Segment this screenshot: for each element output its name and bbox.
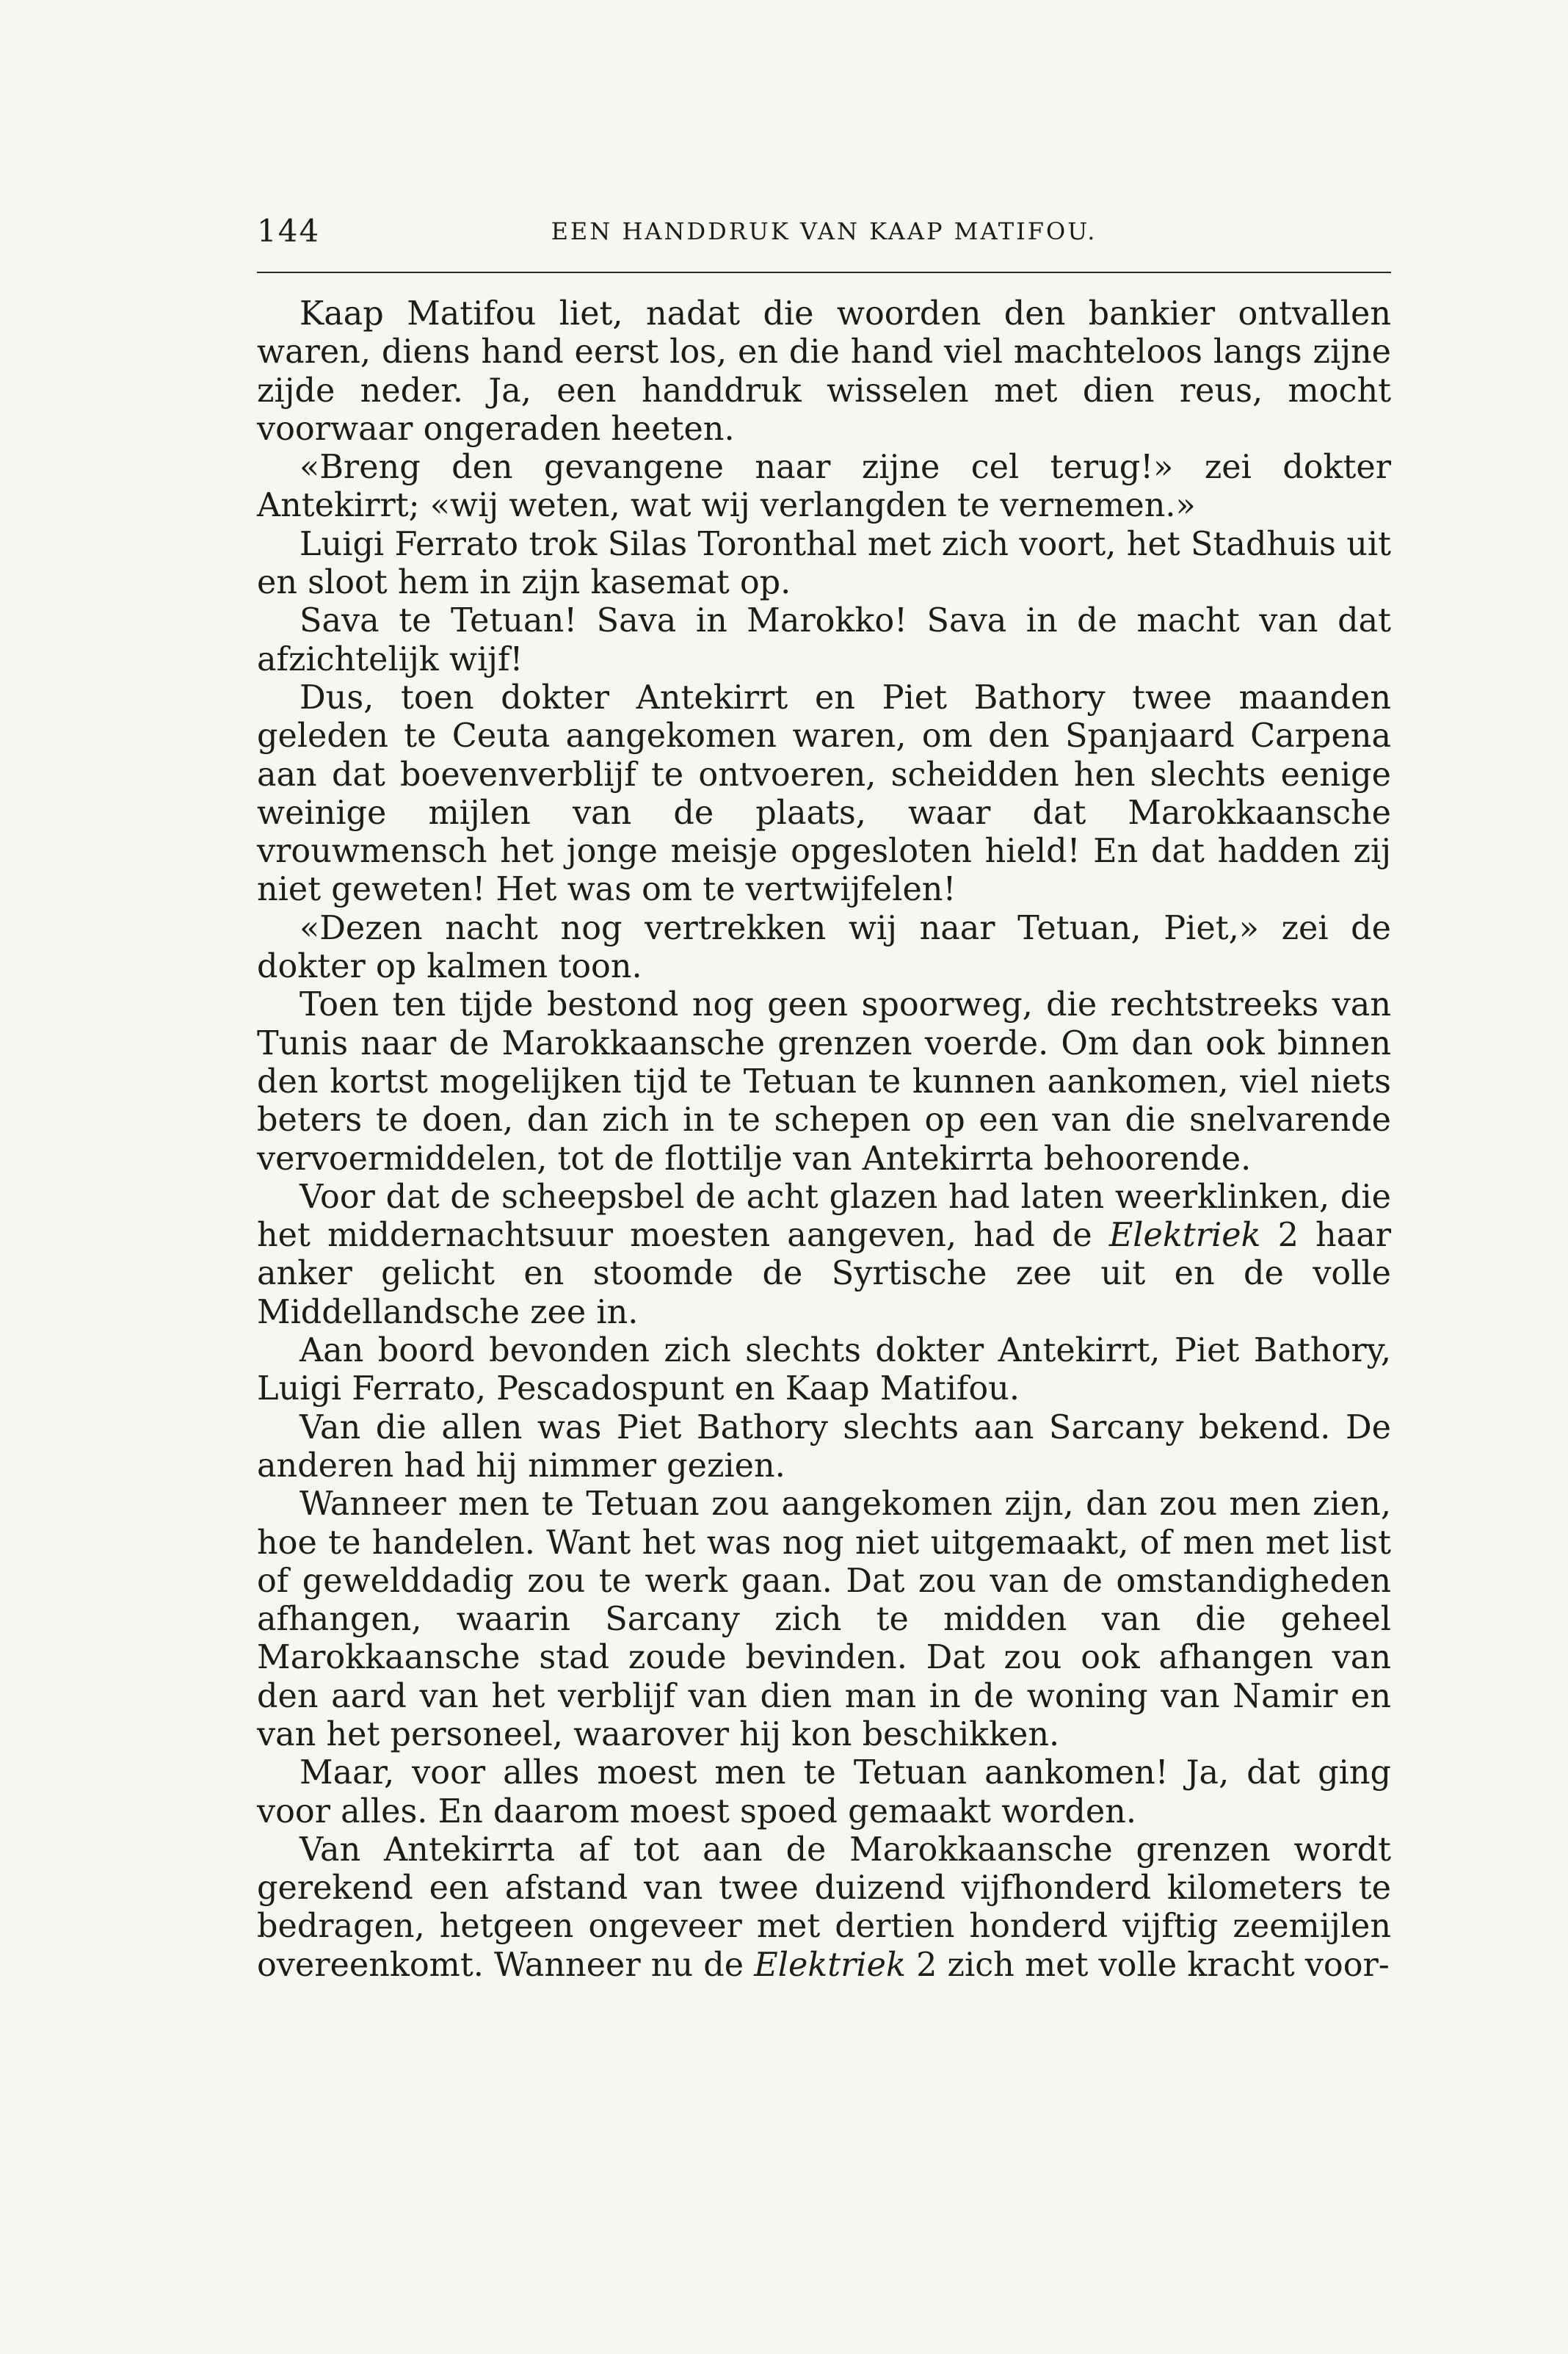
- paragraph: Aan boord bevonden zich slechts dokter Antekirrt, Piet Bathory, Luigi Ferrato, Pescadospunt en Kaap Matifou.: [257, 1332, 1391, 1408]
- paragraph-text: 2 zich met volle kracht voor-: [905, 1946, 1390, 1984]
- running-title: EEN HANDDRUK VAN KAAP MATIFOU.: [551, 217, 1097, 245]
- ship-name-italic: Elektriek: [754, 1946, 906, 1984]
- paragraph-text: 2 haar anker gelicht en stoomde de Syrtische zee uit en de volle Middellandsche zee in.: [257, 1217, 1391, 1331]
- ship-name-italic: Elektriek: [1108, 1217, 1261, 1255]
- paragraph: «Breng den gevangene naar zijne cel terug!» zei dokter Antekirrt; «wij weten, wat wij verlangden te vernemen.»: [257, 449, 1391, 525]
- body-text: [257, 295, 1391, 1985]
- paragraph: Maar, voor alles moest men te Tetuan aankomen! Ja, dat ging voor alles. En daarom moest spoed gemaakt worden.: [257, 1754, 1391, 1830]
- paragraph: Sava te Tetuan! Sava in Marokko! Sava in de macht van dat afzichtelijk wijf!: [257, 602, 1391, 678]
- paragraph: [257, 1178, 1391, 1332]
- paragraph: Van die allen was Piet Bathory slechts aan Sarcany bekend. De anderen had hij nimmer gezien.: [257, 1408, 1391, 1485]
- book-page: [257, 213, 1391, 1985]
- running-head: [257, 213, 1391, 257]
- paragraph: «Dezen nacht nog vertrekken wij naar Tetuan, Piet,» zei de dokter op kalmen toon.: [257, 909, 1391, 986]
- header-rule: [257, 272, 1391, 273]
- paragraph-text: Van Antekirrta af tot aan de Marokkaansche grenzen wordt gerekend een afstand van twee duizend vijfhonderd kilometers te bedragen, hetgeen ongeveer met dertien honderd vijftig zeemijlen overeenkomt. Wanneer nu de: [257, 1830, 1391, 1984]
- page-number: 144: [257, 213, 321, 249]
- paragraph: Toen ten tijde bestond nog geen spoorweg, die rechtstreeks van Tunis naar de Marokkaansche grenzen voerde. Om dan ook binnen den kortst mogelijken tijd te Tetuan te kunnen aankomen, viel niets beters te doen, dan zich in te schepen op een van die snelvarende vervoermiddelen, tot de flottilje van Antekirrta behoorende.: [257, 986, 1391, 1178]
- paragraph: Dus, toen dokter Antekirrt en Piet Bathory twee maanden geleden te Ceuta aangekomen waren, om den Spanjaard Carpena aan dat boevenverblijf te ontvoeren, scheidden hen slechts eenige weinige mijlen van de plaats, waar dat Marokkaansche vrouwmensch het jonge meisje opgesloten hield! En dat hadden zij niet geweten! Het was om te vertwijfelen!: [257, 678, 1391, 909]
- paragraph: Luigi Ferrato trok Silas Toronthal met zich voort, het Stadhuis uit en sloot hem in zijn kasemat op.: [257, 525, 1391, 602]
- paragraph: [257, 1831, 1391, 1985]
- paragraph: Wanneer men te Tetuan zou aangekomen zijn, dan zou men zien, hoe te handelen. Want het was nog niet uitgemaakt, of men met list of gewelddadig zou te werk gaan. Dat zou van de omstandigheden afhangen, waarin Sarcany zich te midden van die geheel Marokkaansche stad zoude bevinden. Dat zou ook afhangen van den aard van het verblijf van dien man in de woning van Namir en van het personeel, waarover hij kon beschikken.: [257, 1485, 1391, 1753]
- paragraph-text: Voor dat de scheepsbel de acht glazen had laten weerklinken, die het middernachtsuur moesten aangeven, had de: [257, 1178, 1391, 1255]
- paragraph: Kaap Matifou liet, nadat die woorden den bankier ontvallen waren, diens hand eerst los, en die hand viel machteloos langs zijne zijde neder. Ja, een handdruk wisselen met dien reus, mocht voorwaar ongeraden heeten.: [257, 295, 1391, 448]
